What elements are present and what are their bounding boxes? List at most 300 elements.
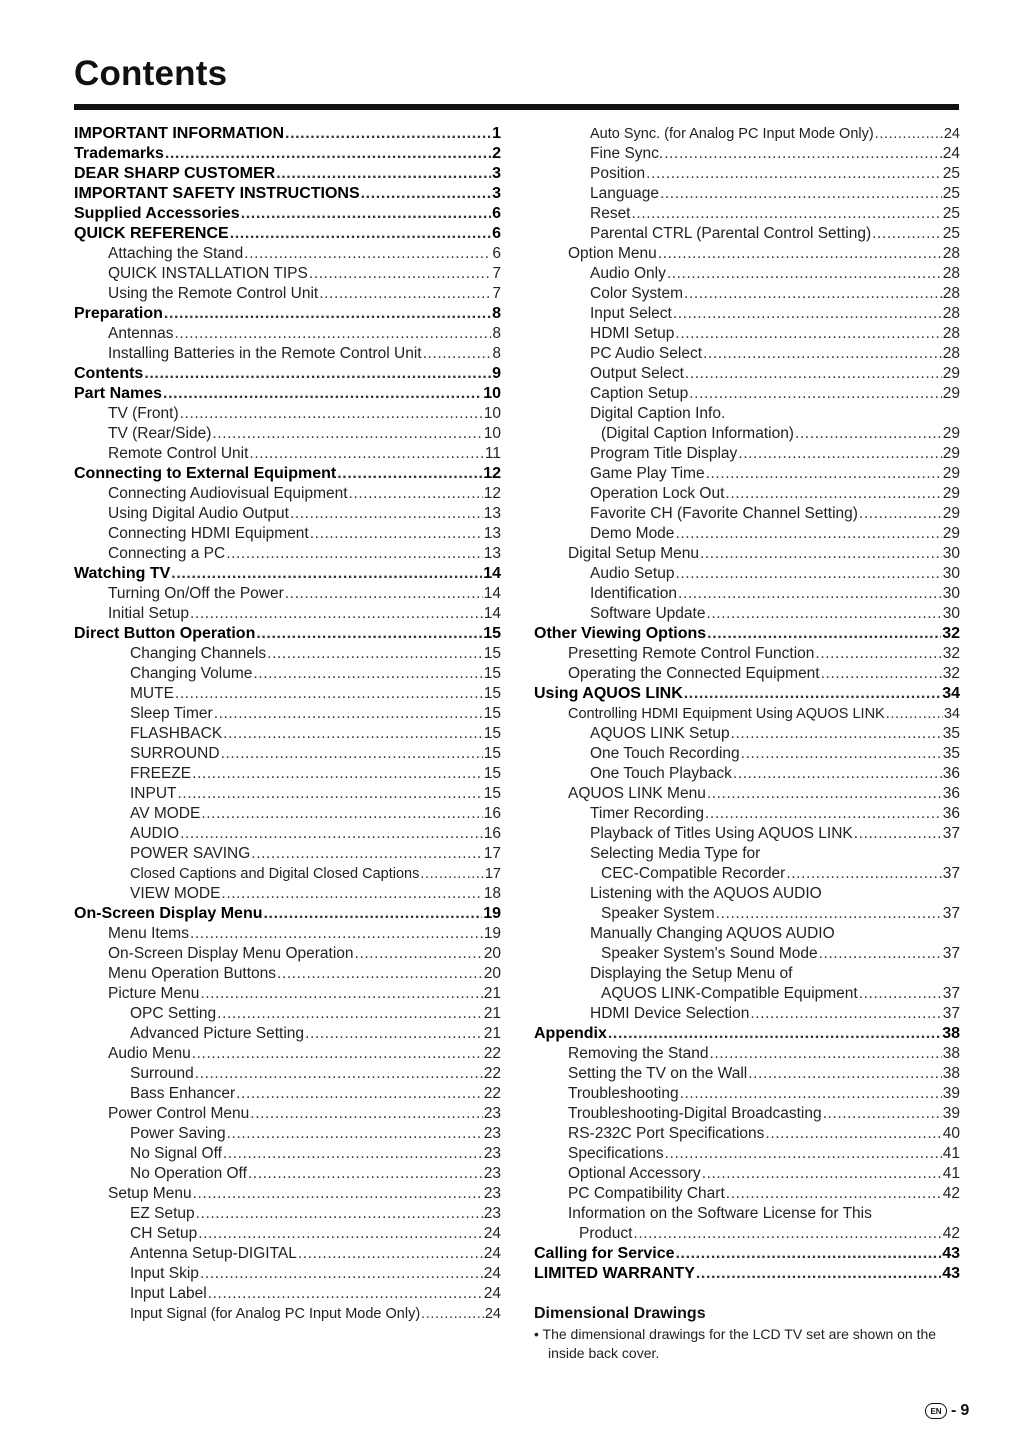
toc-leader-dots — [632, 204, 942, 224]
toc-entry[interactable] — [534, 1204, 960, 1224]
toc-entry-title: Optional Accessory — [568, 1165, 701, 1182]
toc-entry[interactable] — [74, 704, 501, 724]
toc-leader-dots — [355, 944, 483, 964]
toc-entry-title: Contents — [74, 365, 144, 382]
toc-leader-dots — [823, 1104, 942, 1124]
toc-entry[interactable] — [74, 1264, 501, 1284]
toc-leader-dots — [664, 144, 942, 164]
toc-entry[interactable] — [534, 884, 960, 904]
toc-entry-page: 34 — [942, 685, 960, 702]
toc-leader-dots — [190, 604, 483, 624]
toc-leader-dots — [684, 284, 942, 304]
toc-entry[interactable] — [534, 424, 960, 444]
toc-entry[interactable] — [74, 1224, 501, 1244]
toc-entry[interactable] — [74, 284, 501, 304]
toc-entry-title: Connecting Audiovisual Equipment — [108, 485, 348, 502]
toc-entry[interactable] — [534, 564, 960, 584]
toc-entry[interactable] — [534, 264, 960, 284]
toc-entry[interactable] — [534, 644, 960, 664]
toc-entry-title: Other Viewing Options — [534, 625, 707, 642]
toc-entry-page: 25 — [942, 185, 960, 202]
toc-entry[interactable] — [534, 1004, 960, 1024]
toc-entry[interactable] — [74, 784, 501, 804]
toc-entry-title: Troubleshooting-Digital Broadcasting — [568, 1105, 822, 1122]
toc-entry[interactable] — [74, 1184, 501, 1204]
toc-leader-dots — [175, 684, 483, 704]
toc-entry-page: 13 — [483, 545, 501, 562]
toc-entry[interactable] — [74, 444, 501, 464]
toc-section-entry[interactable] — [74, 224, 501, 244]
toc-entry[interactable] — [534, 744, 960, 764]
toc-leader-dots — [227, 1124, 483, 1144]
toc-entry-page: 43 — [942, 1245, 960, 1262]
toc-entry-title: Advanced Picture Setting — [130, 1025, 305, 1042]
toc-entry[interactable] — [74, 804, 501, 824]
toc-entry[interactable] — [534, 344, 960, 364]
toc-entry-page: 22 — [483, 1065, 501, 1082]
toc-entry[interactable] — [74, 764, 501, 784]
toc-leader-dots — [423, 344, 492, 364]
toc-section-entry[interactable] — [74, 384, 501, 404]
toc-entry[interactable] — [534, 1124, 960, 1144]
toc-leader-dots — [700, 544, 942, 564]
toc-entry-page: 6 — [492, 245, 501, 262]
toc-entry[interactable] — [534, 164, 960, 184]
toc-entry-page: 37 — [942, 825, 960, 842]
toc-section-entry[interactable] — [74, 364, 501, 384]
toc-leader-dots — [193, 1184, 483, 1204]
toc-entry[interactable] — [74, 1044, 501, 1064]
toc-leader-dots — [819, 944, 942, 964]
toc-section-entry[interactable] — [74, 564, 501, 584]
toc-entry-page: 25 — [942, 205, 960, 222]
toc-leader-dots — [290, 504, 483, 524]
toc-leader-dots — [241, 204, 491, 224]
toc-entry[interactable] — [534, 324, 960, 344]
page-number: 9 — [960, 1402, 970, 1419]
toc-entry-page: 35 — [942, 745, 960, 762]
toc-leader-dots — [349, 484, 483, 504]
toc-entry[interactable] — [74, 244, 501, 264]
toc-entry-page: 29 — [942, 485, 960, 502]
toc-leader-dots — [165, 144, 491, 164]
toc-entry-page: 25 — [942, 165, 960, 182]
toc-section-entry[interactable] — [74, 124, 501, 144]
toc-entry-page: 6 — [492, 205, 501, 222]
toc-leader-dots — [702, 1164, 942, 1184]
toc-section-entry[interactable] — [534, 1024, 960, 1044]
toc-entry-title: Audio Only — [590, 265, 666, 282]
toc-entry[interactable] — [534, 1184, 960, 1204]
toc-entry-title: TV (Rear/Side) — [108, 425, 212, 442]
toc-entry[interactable] — [534, 544, 960, 564]
toc-leader-dots — [180, 824, 483, 844]
toc-entry-title: INPUT — [130, 785, 177, 802]
toc-leader-dots — [716, 904, 942, 924]
toc-entry-page: 34 — [943, 706, 960, 722]
toc-leader-dots — [212, 424, 482, 444]
toc-entry[interactable] — [534, 304, 960, 324]
toc-entry-title: (Digital Caption Information) — [601, 425, 794, 442]
toc-entry-page: 15 — [483, 705, 501, 722]
toc-entry-page: 3 — [492, 165, 501, 182]
toc-entry[interactable] — [534, 764, 960, 784]
toc-entry-page: 39 — [942, 1105, 960, 1122]
toc-entry[interactable] — [74, 404, 501, 424]
toc-entry[interactable] — [74, 884, 501, 904]
toc-leader-dots — [675, 524, 941, 544]
toc-leader-dots — [821, 664, 942, 684]
toc-entry-page: 42 — [942, 1225, 960, 1242]
toc-entry[interactable] — [534, 144, 960, 164]
toc-entry[interactable] — [534, 284, 960, 304]
toc-entry[interactable] — [74, 1164, 501, 1184]
toc-entry-page: 24 — [483, 1245, 501, 1262]
toc-entry-page: 24 — [943, 126, 960, 142]
toc-entry-title: Audio Setup — [590, 565, 675, 582]
toc-entry-page: 28 — [942, 305, 960, 322]
toc-entry-title: IMPORTANT INFORMATION — [74, 125, 285, 142]
title-rule — [74, 104, 959, 110]
toc-entry[interactable] — [74, 924, 501, 944]
toc-entry-title: Preparation — [74, 305, 163, 322]
toc-entry[interactable] — [534, 124, 960, 144]
toc-entry-title: Supplied Accessories — [74, 205, 240, 222]
toc-entry[interactable] — [74, 1144, 501, 1164]
toc-entry-title: Input Select — [590, 305, 672, 322]
toc-entry-page: 15 — [483, 665, 501, 682]
toc-section-entry[interactable] — [534, 684, 960, 704]
toc-leader-dots — [208, 1284, 483, 1304]
toc-leader-dots — [872, 224, 942, 244]
toc-entry-title: Language — [590, 185, 659, 202]
toc-leader-dots — [680, 1084, 942, 1104]
toc-entry-page: 8 — [492, 325, 501, 342]
toc-entry-page: 25 — [942, 225, 960, 242]
toc-entry[interactable] — [534, 724, 960, 744]
toc-leader-dots — [667, 264, 942, 284]
toc-entry-title: Removing the Stand — [568, 1045, 709, 1062]
toc-entry-page: 15 — [483, 625, 501, 642]
toc-entry-page: 22 — [483, 1085, 501, 1102]
toc-leader-dots — [195, 1064, 483, 1084]
toc-leader-dots — [660, 184, 942, 204]
toc-entry-title: TV (Front) — [108, 405, 179, 422]
toc-entry-page: 23 — [483, 1105, 501, 1122]
toc-leader-dots — [726, 1184, 942, 1204]
toc-entry[interactable] — [534, 904, 960, 924]
toc-entry[interactable] — [74, 944, 501, 964]
toc-entry-page: 37 — [942, 905, 960, 922]
toc-entry[interactable] — [74, 1284, 501, 1304]
toc-entry-title: HDMI Setup — [590, 325, 675, 342]
toc-entry[interactable] — [534, 944, 960, 964]
toc-entry-page: 24 — [483, 1285, 501, 1302]
toc-entry-page: 14 — [483, 585, 501, 602]
toc-entry[interactable] — [74, 664, 501, 684]
toc-entry[interactable] — [534, 984, 960, 1004]
toc-entry[interactable] — [74, 864, 501, 884]
toc-leader-dots — [223, 724, 483, 744]
toc-entry-title: Fine Sync. — [590, 145, 664, 162]
toc-entry-page: 21 — [483, 985, 501, 1002]
toc-leader-dots — [731, 724, 942, 744]
toc-entry-title: Listening with the AQUOS AUDIO — [590, 885, 822, 902]
toc-entry-page: 3 — [492, 185, 501, 202]
toc-leader-dots — [678, 584, 942, 604]
toc-entry[interactable] — [74, 824, 501, 844]
toc-leader-dots — [676, 1244, 942, 1264]
toc-entry[interactable] — [534, 784, 960, 804]
toc-entry[interactable] — [534, 604, 960, 624]
toc-entry-page: 8 — [492, 345, 501, 362]
toc-entry-title: FREEZE — [130, 765, 192, 782]
toc-leader-dots — [223, 1144, 483, 1164]
toc-entry-page: 36 — [942, 785, 960, 802]
toc-entry-title: Identification — [590, 585, 678, 602]
toc-leader-dots — [201, 804, 482, 824]
toc-entry[interactable] — [534, 464, 960, 484]
toc-leader-dots — [706, 604, 941, 624]
toc-entry[interactable] — [74, 724, 501, 744]
toc-entry-page: 23 — [483, 1165, 501, 1182]
toc-entry[interactable] — [534, 384, 960, 404]
toc-entry[interactable] — [74, 1064, 501, 1084]
toc-entry-page: 7 — [492, 265, 501, 282]
toc-leader-dots — [361, 184, 491, 204]
toc-leader-dots — [706, 464, 942, 484]
toc-leader-dots — [230, 224, 491, 244]
toc-entry[interactable] — [74, 1104, 501, 1124]
toc-entry[interactable] — [534, 864, 960, 884]
toc-entry-title: SURROUND — [130, 745, 220, 762]
toc-section-entry[interactable] — [74, 184, 501, 204]
toc-entry-page: 41 — [942, 1145, 960, 1162]
toc-entry[interactable] — [534, 204, 960, 224]
dimensional-drawings-heading: Dimensional Drawings — [534, 1305, 706, 1322]
toc-entry[interactable] — [74, 1304, 501, 1324]
toc-entry-page: 32 — [942, 645, 960, 662]
toc-entry-page: 15 — [483, 785, 501, 802]
toc-section-entry[interactable] — [74, 164, 501, 184]
toc-entry-page: 15 — [483, 725, 501, 742]
toc-entry-title: Information on the Software License for This — [568, 1205, 872, 1222]
toc-entry-page: 36 — [942, 765, 960, 782]
toc-entry[interactable] — [534, 1064, 960, 1084]
toc-leader-dots — [815, 644, 941, 664]
toc-leader-dots — [319, 284, 491, 304]
toc-entry[interactable] — [74, 1124, 501, 1144]
toc-leader-dots — [709, 1044, 941, 1064]
toc-entry-title: HDMI Device Selection — [590, 1005, 750, 1022]
toc-entry-page: 29 — [942, 425, 960, 442]
toc-entry-title: Watching TV — [74, 565, 171, 582]
toc-entry[interactable] — [534, 524, 960, 544]
toc-leader-dots — [264, 904, 483, 924]
toc-entry-page: 29 — [942, 465, 960, 482]
toc-right-column — [534, 124, 960, 1284]
toc-entry[interactable] — [534, 484, 960, 504]
toc-entry[interactable] — [74, 644, 501, 664]
toc-entry[interactable] — [534, 824, 960, 844]
toc-entry-page: 9 — [492, 365, 501, 382]
toc-entry-title: Operation Lock Out — [590, 485, 725, 502]
toc-entry[interactable] — [534, 364, 960, 384]
toc-entry[interactable] — [74, 844, 501, 864]
toc-entry-page: 13 — [483, 525, 501, 542]
toc-entry-title: Favorite CH (Favorite Channel Setting) — [590, 505, 858, 522]
toc-leader-dots — [658, 244, 942, 264]
toc-entry-page: 42 — [942, 1185, 960, 1202]
toc-entry-page: 43 — [942, 1265, 960, 1282]
toc-entry-page: 10 — [483, 425, 501, 442]
toc-entry-title: OPC Setting — [130, 1005, 217, 1022]
toc-entry-title: Displaying the Setup Menu of — [590, 965, 793, 982]
toc-entry-page: 10 — [483, 405, 501, 422]
toc-leader-dots — [253, 664, 482, 684]
toc-section-entry[interactable] — [74, 144, 501, 164]
toc-entry-title: Auto Sync. (for Analog PC Input Mode Only) — [590, 126, 874, 142]
toc-entry[interactable] — [74, 1024, 501, 1044]
toc-entry-page: 32 — [942, 625, 960, 642]
toc-entry-page: 12 — [483, 465, 501, 482]
toc-entry-page: 15 — [483, 765, 501, 782]
toc-entry-title: VIEW MODE — [130, 885, 221, 902]
toc-entry[interactable] — [74, 604, 501, 624]
toc-entry[interactable] — [534, 1164, 960, 1184]
toc-entry-title: Setup Menu — [108, 1185, 192, 1202]
toc-leader-dots — [859, 504, 942, 524]
toc-leader-dots — [144, 364, 491, 384]
toc-entry-title: One Touch Recording — [590, 745, 740, 762]
toc-entry[interactable] — [534, 444, 960, 464]
toc-entry-page: 29 — [942, 525, 960, 542]
toc-entry-page: 38 — [942, 1025, 960, 1042]
toc-entry[interactable] — [534, 1044, 960, 1064]
toc-entry-page: 19 — [483, 905, 501, 922]
toc-entry-title: AUDIO — [130, 825, 180, 842]
toc-entry[interactable] — [534, 804, 960, 824]
toc-entry[interactable] — [74, 984, 501, 1004]
toc-entry[interactable] — [534, 244, 960, 264]
toc-section-entry[interactable] — [74, 624, 501, 644]
toc-left-column — [74, 124, 501, 1324]
toc-entry[interactable] — [74, 1004, 501, 1024]
toc-leader-dots — [310, 524, 483, 544]
toc-entry-page: 39 — [942, 1085, 960, 1102]
toc-entry-title: On-Screen Display Menu — [74, 905, 263, 922]
toc-leader-dots — [725, 484, 941, 504]
toc-entry-page: 15 — [483, 645, 501, 662]
toc-entry-title: Operating the Connected Equipment — [568, 665, 820, 682]
toc-entry[interactable] — [74, 1244, 501, 1264]
toc-entry[interactable] — [74, 964, 501, 984]
toc-entry-title: Option Menu — [568, 245, 657, 262]
toc-entry[interactable] — [534, 584, 960, 604]
toc-entry-title: Timer Recording — [590, 805, 704, 822]
toc-entry[interactable] — [74, 484, 501, 504]
toc-entry[interactable] — [74, 744, 501, 764]
toc-entry-title: Appendix — [534, 1025, 607, 1042]
toc-entry[interactable] — [534, 224, 960, 244]
toc-entry[interactable] — [74, 264, 501, 284]
toc-leader-dots — [217, 1004, 483, 1024]
toc-entry-title: On-Screen Display Menu Operation — [108, 945, 354, 962]
toc-entry-title: Caption Setup — [590, 385, 689, 402]
toc-entry-page: 15 — [483, 745, 501, 762]
toc-entry[interactable] — [74, 684, 501, 704]
toc-section-entry[interactable] — [74, 904, 501, 924]
toc-entry[interactable] — [534, 404, 960, 424]
toc-entry[interactable] — [534, 664, 960, 684]
toc-leader-dots — [786, 864, 941, 884]
toc-leader-dots — [689, 384, 942, 404]
toc-entry-title: Output Select — [590, 365, 684, 382]
toc-entry-title: POWER SAVING — [130, 845, 251, 862]
toc-entry[interactable] — [74, 344, 501, 364]
toc-section-entry[interactable] — [534, 1264, 960, 1284]
toc-section-entry[interactable] — [74, 204, 501, 224]
toc-entry[interactable] — [534, 504, 960, 524]
toc-entry-title: Menu Operation Buttons — [108, 965, 277, 982]
toc-leader-dots — [703, 344, 942, 364]
toc-section-entry[interactable] — [534, 1244, 960, 1264]
toc-entry[interactable] — [534, 1104, 960, 1124]
toc-entry[interactable] — [74, 584, 501, 604]
toc-entry[interactable] — [534, 1224, 960, 1244]
toc-entry-title: LIMITED WARRANTY — [534, 1265, 695, 1282]
toc-section-entry[interactable] — [74, 464, 501, 484]
toc-leader-dots — [256, 624, 482, 644]
toc-leader-dots — [305, 1024, 483, 1044]
toc-section-entry[interactable] — [534, 624, 960, 644]
toc-entry[interactable] — [534, 184, 960, 204]
page-title: Contents — [74, 54, 228, 93]
toc-leader-dots — [178, 784, 483, 804]
toc-leader-dots — [875, 124, 943, 144]
toc-entry[interactable] — [74, 424, 501, 444]
toc-entry[interactable] — [534, 964, 960, 984]
toc-entry[interactable] — [74, 1204, 501, 1224]
toc-section-entry[interactable] — [74, 304, 501, 324]
toc-leader-dots — [267, 644, 483, 664]
toc-entry-title: AQUOS LINK Setup — [590, 725, 730, 742]
toc-entry[interactable] — [534, 924, 960, 944]
toc-entry-page: 23 — [483, 1145, 501, 1162]
toc-leader-dots — [633, 1224, 941, 1244]
toc-entry-page: 30 — [942, 585, 960, 602]
toc-entry-title: Calling for Service — [534, 1245, 675, 1262]
toc-entry[interactable] — [534, 1084, 960, 1104]
toc-entry[interactable] — [74, 324, 501, 344]
toc-entry[interactable] — [74, 504, 501, 524]
toc-entry-page: 23 — [483, 1185, 501, 1202]
toc-entry[interactable] — [74, 1084, 501, 1104]
toc-entry-title: Reset — [590, 205, 631, 222]
toc-entry-title: Part Names — [74, 385, 163, 402]
toc-entry[interactable] — [74, 524, 501, 544]
toc-entry[interactable] — [534, 704, 960, 724]
toc-entry-page: 35 — [942, 725, 960, 742]
toc-entry[interactable] — [74, 544, 501, 564]
toc-entry[interactable] — [534, 844, 960, 864]
toc-leader-dots — [738, 444, 941, 464]
toc-entry-page: 30 — [942, 605, 960, 622]
toc-entry[interactable] — [534, 1144, 960, 1164]
toc-entry-page: 15 — [483, 685, 501, 702]
toc-entry-title: AQUOS LINK Menu — [568, 785, 706, 802]
toc-entry-title: Digital Setup Menu — [568, 545, 699, 562]
